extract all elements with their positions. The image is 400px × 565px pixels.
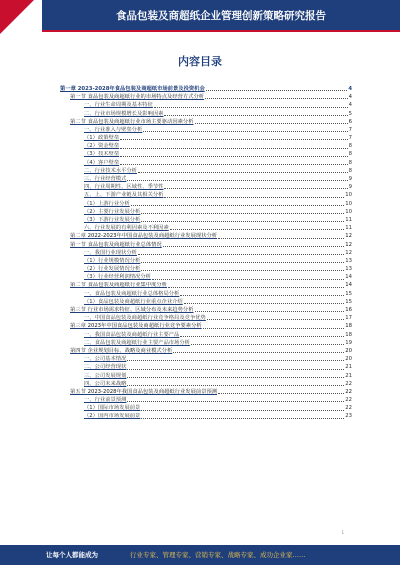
toc-entry-page: 16: [345, 307, 352, 314]
toc-entry[interactable]: [60, 396, 352, 404]
toc-entry-text: 一、食品包装及商超纸行业总体格局分析: [84, 290, 180, 297]
toc-entry-text: （1）上游行业分析: [84, 200, 130, 207]
toc-entry[interactable]: [60, 208, 352, 216]
toc-entry[interactable]: [60, 413, 352, 421]
toc-entry-page: 15: [345, 290, 352, 297]
toc-entry[interactable]: [60, 404, 352, 412]
toc-leader-dots: [127, 377, 344, 378]
toc-entry[interactable]: [60, 85, 352, 93]
toc-entry-text: 一、行业前景预测: [84, 397, 127, 404]
toc-entry-text: 一、行业生命周期及基本特征: [84, 102, 153, 109]
footer-tagline: 行业专家、管理专家、营销专家、战略专家、成功企业家……: [130, 551, 306, 559]
toc-leader-dots: [163, 246, 345, 247]
toc-entry[interactable]: [60, 232, 352, 240]
toc-leader-dots: [141, 262, 344, 263]
toc-entry[interactable]: [60, 175, 352, 183]
toc-entry[interactable]: [60, 388, 352, 396]
toc-entry-text: 二、行业市场规模增长及影响因素: [84, 110, 164, 117]
toc-entry-page: 11: [345, 216, 352, 223]
toc-entry-text: （3）技术壁垒: [84, 151, 120, 158]
toc-leader-dots: [138, 254, 344, 255]
toc-entry[interactable]: [60, 331, 352, 339]
toc-entry-text: （1）政策壁垒: [84, 135, 120, 142]
toc-entry[interactable]: [60, 380, 352, 388]
toc-entry-page: 20: [345, 356, 352, 363]
toc-entry-page: 21: [345, 364, 352, 371]
toc-entry-text: 一、公司基本情况: [84, 356, 127, 363]
toc-leader-dots: [120, 139, 347, 140]
toc-entry[interactable]: [60, 93, 352, 101]
toc-leader-dots: [127, 369, 344, 370]
toc-entry-page: 22: [345, 397, 352, 404]
toc-entry-text: 四、公司未来战略: [84, 380, 127, 387]
toc-entry[interactable]: [60, 159, 352, 167]
toc-entry-page: 10: [345, 200, 352, 207]
toc-entry-text: （2）资金壁垒: [84, 143, 120, 150]
toc-entry-page: 22: [345, 380, 352, 387]
toc-leader-dots: [168, 287, 344, 288]
toc-entry[interactable]: [60, 216, 352, 224]
toc-leader-dots: [131, 205, 345, 206]
toc-entry-page: 12: [345, 241, 352, 248]
toc-entry-page: 8: [348, 167, 352, 174]
toc-entry-text: 二、行业技术水平分析: [84, 167, 137, 174]
toc-leader-dots: [170, 229, 344, 230]
toc-entry-page: 10: [345, 192, 352, 199]
toc-leader-dots: [154, 107, 348, 108]
toc-entry-page: 13: [345, 266, 352, 273]
toc-leader-dots: [207, 319, 344, 320]
toc-entry-text: 第三章 2023年中国食品包装及商超纸行业竞争要素分析: [70, 323, 202, 330]
toc-leader-dots: [180, 295, 344, 296]
toc-entry-text: 第一节 食品包装及商超纸行业总体情况: [70, 241, 162, 248]
toc-entry-text: 二、公司经营现状: [84, 364, 127, 371]
footer-slogan: 让每个人都能成为: [46, 551, 98, 559]
toc-leader-dots: [184, 303, 345, 304]
toc-leader-dots: [120, 148, 347, 149]
toc-leader-dots: [206, 90, 348, 91]
toc-entry-text: （2）国内市场发展前景: [84, 413, 141, 420]
toc-entry-text: 四、行业周期性、区域性、季节性: [84, 184, 164, 191]
toc-entry[interactable]: [60, 265, 352, 273]
toc-entry-text: 五、上、下游产业链及其相关分析: [84, 192, 164, 199]
toc-entry[interactable]: [60, 363, 352, 371]
toc-entry-text: （2）行业发展情况分析: [84, 266, 141, 273]
toc-entry-page: 10: [345, 208, 352, 215]
toc-entry[interactable]: [60, 110, 352, 118]
toc-entry[interactable]: [60, 355, 352, 363]
toc-title: 内容目录: [178, 55, 222, 68]
toc-leader-dots: [152, 279, 344, 280]
toc-entry[interactable]: [60, 290, 352, 298]
toc-entry[interactable]: [60, 347, 352, 355]
toc-leader-dots: [120, 156, 347, 157]
toc-entry[interactable]: [60, 191, 352, 199]
toc-leader-dots: [141, 410, 344, 411]
toc-entry[interactable]: [60, 241, 352, 249]
toc-entry-page: 14: [345, 282, 352, 289]
toc-entry[interactable]: [60, 273, 352, 281]
toc-entry-text: （2）主要行业发展分析: [84, 208, 141, 215]
toc-entry[interactable]: [60, 118, 352, 126]
table-of-contents: [60, 85, 352, 421]
toc-entry-text: 第二章 2022-2023年中国食品包装及商超纸行业发展现状分析: [70, 233, 218, 240]
toc-entry-page: 8: [348, 159, 352, 166]
toc-entry-text: 第五节 2023-2028年我国食品包装及商超纸行业发展前景预测: [70, 388, 218, 395]
toc-leader-dots: [203, 328, 345, 329]
page-number: 1: [341, 530, 344, 535]
toc-entry[interactable]: [60, 257, 352, 265]
toc-entry-page: 18: [345, 331, 352, 338]
toc-leader-dots: [218, 393, 344, 394]
toc-leader-dots: [205, 98, 348, 99]
toc-leader-dots: [164, 197, 344, 198]
toc-leader-dots: [191, 344, 344, 345]
toc-leader-dots: [143, 131, 347, 132]
toc-entry-text: （1）国际市场发展前景: [84, 405, 141, 412]
toc-leader-dots: [127, 385, 344, 386]
toc-entry[interactable]: [60, 372, 352, 380]
toc-leader-dots: [164, 188, 347, 189]
toc-entry-page: 14: [345, 274, 352, 281]
toc-leader-dots: [141, 221, 344, 222]
toc-entry[interactable]: [60, 314, 352, 322]
toc-entry-text: 一、我国行业现状分析: [84, 249, 137, 256]
toc-entry[interactable]: [60, 249, 352, 257]
toc-leader-dots: [127, 180, 347, 181]
toc-leader-dots: [195, 311, 345, 312]
toc-leader-dots: [141, 418, 344, 419]
toc-entry-text: （3）下游行业发展分析: [84, 216, 141, 223]
toc-entry-page: 11: [345, 225, 352, 232]
toc-leader-dots: [218, 238, 344, 239]
toc-entry-page: 8: [348, 151, 352, 158]
toc-entry-text: 第一节 食品包装及商超纸行业的市场特点及经营方式分析: [70, 94, 205, 101]
toc-entry-page: 4: [348, 85, 352, 92]
toc-leader-dots: [120, 164, 347, 165]
toc-entry-text: 一、我国食品包装及商超纸行业主要产品: [84, 331, 180, 338]
toc-entry-page: 22: [345, 388, 352, 395]
toc-entry-page: 8: [348, 143, 352, 150]
toc-entry[interactable]: [60, 167, 352, 175]
toc-entry-page: 23: [345, 413, 352, 420]
toc-leader-dots: [180, 336, 344, 337]
toc-leader-dots: [138, 172, 348, 173]
header-title: 食品包装及商超纸企业管理创新策略研究报告: [42, 0, 400, 30]
toc-leader-dots: [164, 115, 347, 116]
toc-entry-page: 20: [345, 347, 352, 354]
toc-entry-page: 4: [348, 102, 352, 109]
toc-entry[interactable]: [60, 339, 352, 347]
toc-leader-dots: [127, 360, 344, 361]
toc-entry-text: 一、行业准入与壁垒分析: [84, 126, 143, 133]
toc-entry-page: 7: [348, 126, 352, 133]
toc-entry[interactable]: [60, 134, 352, 142]
toc-leader-dots: [195, 123, 348, 124]
toc-entry[interactable]: [60, 200, 352, 208]
toc-entry-page: 19: [345, 339, 352, 346]
toc-entry[interactable]: [60, 298, 352, 306]
toc-entry[interactable]: [60, 151, 352, 159]
toc-entry-page: 9: [348, 184, 352, 191]
footer-banner: [0, 545, 400, 565]
toc-entry-text: 三、公司发展规划: [84, 372, 127, 379]
toc-entry-text: （1）食品包装及商超纸行业重点企业介绍: [84, 298, 183, 305]
toc-entry[interactable]: [60, 126, 352, 134]
toc-entry-page: 12: [345, 249, 352, 256]
toc-entry-page: 18: [345, 323, 352, 330]
toc-entry-page: 22: [345, 405, 352, 412]
toc-entry[interactable]: [60, 142, 352, 150]
toc-entry-text: 第四节 企业规划目标、战略及商业模式分析: [70, 347, 173, 354]
toc-entry-page: 12: [345, 233, 352, 240]
toc-entry-page: 6: [348, 118, 352, 125]
toc-entry[interactable]: [60, 224, 352, 232]
toc-entry-text: 第二节 食品包装及商超纸行业集中度分析: [70, 282, 168, 289]
toc-entry-text: 三、行业经营模式: [84, 176, 127, 183]
toc-entry-page: 5: [348, 110, 352, 117]
toc-entry-text: 第二节 食品包装及商超纸行业市场主要驱动因素分析: [70, 118, 194, 125]
toc-entry-page: 9: [348, 176, 352, 183]
toc-entry-text: 第一章 2023-2028年食品包装及商超纸市场前景及投资机会: [60, 85, 205, 92]
toc-entry-text: 六、行业发展的有利因素及不利因素: [84, 225, 169, 232]
toc-entry-text: 第三节 行业市场需求特征、区域分布及未来趋势分析: [70, 307, 194, 314]
toc-entry[interactable]: [60, 306, 352, 314]
toc-entry-text: （3）行业经营利润情况分析: [84, 274, 151, 281]
toc-entry-text: （4）客户壁垒: [84, 159, 120, 166]
toc-leader-dots: [141, 270, 344, 271]
toc-leader-dots: [141, 213, 344, 214]
toc-entry[interactable]: [60, 101, 352, 109]
toc-entry-text: 二、食品包装及商超纸行业主要产品市场分析: [84, 339, 190, 346]
toc-entry-page: 17: [345, 315, 352, 322]
toc-entry-text: 一、中国食品包装及商超纸行业竞争格局及竞争优势: [84, 315, 206, 322]
red-corner-decoration: [0, 0, 34, 34]
toc-entry-page: 4: [348, 94, 352, 101]
toc-entry-page: 13: [345, 257, 352, 264]
toc-leader-dots: [173, 352, 344, 353]
toc-entry[interactable]: [60, 322, 352, 330]
header-divider: [42, 30, 400, 32]
toc-entry-text: （1）行业规模情况分析: [84, 257, 141, 264]
toc-entry-page: 21: [345, 372, 352, 379]
toc-entry[interactable]: [60, 282, 352, 290]
toc-entry[interactable]: [60, 183, 352, 191]
toc-leader-dots: [127, 401, 344, 402]
report-header: [0, 0, 400, 34]
toc-entry-page: 15: [345, 298, 352, 305]
toc-entry-page: 7: [348, 135, 352, 142]
